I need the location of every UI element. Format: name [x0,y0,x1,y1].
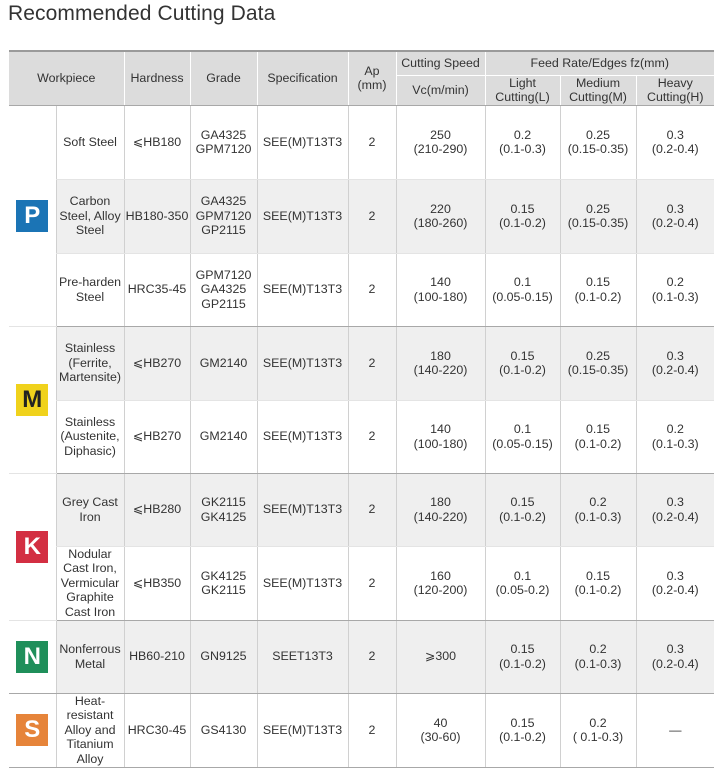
speed-cell-line: (100-180) [413,436,468,451]
hardness-cell: ⩽HB350 [124,546,190,620]
grade-cell-line: GK4125 [200,568,247,583]
workpiece-cell-line: Grey Cast [62,495,118,509]
grade-cell-line: GPM7120 [195,208,252,223]
spec-cell: SEE(M)T13T3 [257,400,348,473]
hardness-cell: HRC30-45 [124,693,190,767]
heavy-cell-line: 0.3 [666,127,684,142]
medium-cell [560,546,636,620]
workpiece-cell-line: Nodular [68,546,112,561]
light-cell-line: (0.1-0.2) [499,216,546,230]
workpiece-cell [56,473,124,546]
heavy-cell-line: (0.2-0.4) [651,142,699,156]
speed-cell [396,326,485,400]
medium-cell-line: (0.1-0.3) [574,509,622,524]
material-badge-k: K [16,531,48,563]
medium-cell-line: 0.15 [585,275,611,289]
table-row [9,620,714,693]
speed-cell-line: 180 [430,348,451,363]
material-badge-m: M [16,384,48,416]
grade-cell-line: GN9125 [200,649,247,664]
light-cell-line: (0.1-0.2) [499,656,546,671]
grade-cell-line: GM2140 [199,429,248,444]
workpiece-cell [56,253,124,326]
speed-cell-line: 40 [433,715,448,730]
spec-cell: SEE(M)T13T3 [257,253,348,326]
speed-cell [396,400,485,473]
spec-cell: SEE(M)T13T3 [257,179,348,253]
workpiece-cell-line: (Austenite, [60,429,120,444]
light-cell [485,253,560,326]
workpiece-cell-line: Soft Steel [63,134,117,149]
workpiece-cell [56,105,124,179]
table-row [9,473,714,546]
medium-cell-line: (0.15-0.35) [567,216,629,230]
heavy-cell-line: (0.2-0.4) [651,656,699,671]
heavy-cell-line: 0.3 [666,642,684,656]
heavy-cell-line: (0.2-0.4) [651,363,699,377]
medium-cell-line: 0.15 [585,422,611,436]
table-row [9,546,714,620]
hardness-cell: HB60-210 [124,620,190,693]
grade-cell-line: GP2115 [201,296,246,311]
light-cell-line: (0.1-0.2) [499,363,546,377]
heavy-cell [636,179,714,253]
header-heavy-line1: Heavy [657,75,693,90]
medium-cell-line: 0.2 [589,715,607,730]
light-cell-line: 0.15 [510,642,535,656]
table-header [9,51,714,105]
speed-cell-line: 160 [430,568,451,583]
spec-cell: SEET13T3 [257,620,348,693]
header-light-line1: Light [509,75,536,90]
medium-cell-line: ( 0.1-0.3) [572,730,624,744]
grade-cell [190,253,257,326]
page-title: Recommended Cutting Data [8,2,276,25]
workpiece-cell-line: Heat- [74,693,106,708]
medium-cell-line: 0.15 [585,568,611,583]
header-light-cutting [485,75,560,105]
light-cell-line: 0.1 [513,422,532,436]
hardness-cell: ⩽HB180 [124,105,190,179]
heavy-cell [636,400,714,473]
light-cell-line: 0.15 [510,715,535,730]
medium-cell-line: 0.2 [589,495,607,509]
medium-cell [560,620,636,693]
grade-cell-line: GP2115 [201,223,246,238]
light-cell-line: 0.1 [513,275,532,289]
ap-cell: 2 [348,693,396,767]
workpiece-cell-line: Cast Iron, [63,561,117,576]
light-cell [485,179,560,253]
light-cell [485,693,560,767]
workpiece-cell-line: Alloy and [64,722,116,737]
material-group-cell [9,326,56,473]
grade-cell [190,326,257,400]
speed-cell-line: 180 [430,495,451,509]
light-cell-line: (0.05-0.15) [492,436,553,451]
grade-cell-line: GK4125 [200,509,247,524]
ap-cell: 2 [348,400,396,473]
header-medium-line2: Cutting(M) [569,90,627,104]
hardness-cell: ⩽HB270 [124,400,190,473]
workpiece-cell [56,326,124,400]
medium-cell [560,473,636,546]
header-cutting-speed: Cutting Speed [396,51,485,75]
grade-cell [190,620,257,693]
heavy-cell-line: (0.1-0.3) [651,289,699,304]
speed-cell-line: 140 [430,275,451,289]
heavy-cell [636,105,714,179]
header-ap-label: Ap [364,63,380,78]
grade-cell-line: GS4130 [200,722,247,737]
material-group-cell [9,620,56,693]
medium-cell [560,326,636,400]
workpiece-cell-line: Stainless [64,341,116,356]
material-badge-s: S [16,714,48,746]
header-vc-unit: Vc(m/min) [396,75,485,105]
heavy-cell-line: (0.2-0.4) [651,216,699,230]
header-feed-rate: Feed Rate/Edges fz(mm) [485,51,714,75]
heavy-cell [636,253,714,326]
workpiece-cell-line: Steel, Alloy [59,208,121,223]
workpiece-cell-line: Titanium [66,737,114,752]
material-badge-n: N [16,641,48,673]
grade-cell-line: GPM7120 [195,267,252,282]
workpiece-cell-line: Diphasic) [64,443,116,458]
ap-cell: 2 [348,620,396,693]
grade-cell-line: GA4325 [200,127,247,142]
workpiece-cell-line: resistant [66,708,114,723]
medium-cell [560,105,636,179]
heavy-cell-line: (0.2-0.4) [651,583,699,597]
medium-cell-line: (0.1-0.3) [574,656,622,671]
header-ap [348,51,396,105]
workpiece-cell [56,693,124,767]
speed-cell [396,546,485,620]
header-workpiece: Workpiece [9,51,124,105]
heavy-cell-line: 0.2 [666,422,684,436]
spec-cell: SEE(M)T13T3 [257,105,348,179]
workpiece-cell-line: Vermicular [60,575,120,590]
workpiece-cell-line: Nonferrous [59,642,121,656]
workpiece-cell-line: Cast Iron [64,604,116,619]
medium-cell-line: (0.1-0.2) [574,289,622,304]
speed-cell-line: (140-220) [413,363,468,377]
workpiece-cell-line: Carbon [69,194,111,209]
heavy-cell-line: 0.3 [666,568,684,583]
light-cell [485,473,560,546]
heavy-cell-line: 0.3 [666,348,684,363]
workpiece-cell [56,620,124,693]
workpiece-cell-line: Pre-harden [59,275,121,289]
speed-cell-line: ⩾300 [424,649,457,664]
speed-cell-line: 140 [430,422,451,436]
workpiece-cell [56,179,124,253]
workpiece-cell-line: Metal [74,656,106,671]
light-cell [485,326,560,400]
light-cell-line: 0.1 [513,568,532,583]
speed-cell-line: 220 [430,201,451,216]
heavy-cell [636,693,714,767]
table-row [9,400,714,473]
speed-cell-line: (140-220) [413,509,468,524]
spec-cell: SEE(M)T13T3 [257,326,348,400]
light-cell-line: (0.1-0.3) [499,142,546,156]
speed-cell-line: 250 [430,127,451,142]
speed-cell [396,693,485,767]
hardness-cell: ⩽HB280 [124,473,190,546]
grade-cell-line: GA4325 [200,282,247,297]
workpiece-cell-line: (Ferrite, [68,355,112,370]
hardness-cell: HRC35-45 [124,253,190,326]
heavy-cell [636,326,714,400]
hardness-cell: HB180-350 [124,179,190,253]
header-medium-cutting [560,75,636,105]
medium-cell-line: 0.25 [585,201,611,216]
heavy-cell [636,546,714,620]
table-body [9,105,714,767]
workpiece-cell-line: Martensite) [59,370,121,385]
light-cell-line: (0.05-0.2) [495,583,550,597]
speed-cell-line: (180-260) [413,216,468,230]
ap-cell: 2 [348,253,396,326]
speed-cell-line: (120-200) [413,583,468,597]
header-ap-unit: (mm) [357,78,387,93]
grade-cell [190,473,257,546]
light-cell [485,400,560,473]
grade-cell [190,400,257,473]
table-row [9,253,714,326]
medium-cell-line: 0.2 [589,642,607,656]
heavy-cell-line: 0.3 [666,495,684,509]
header-hardness: Hardness [124,51,190,105]
speed-cell-line: (210-290) [413,142,468,156]
speed-cell [396,179,485,253]
light-cell-line: 0.15 [510,201,535,216]
medium-cell [560,693,636,767]
grade-cell-line: GM2140 [199,355,248,370]
table-row [9,693,714,767]
spec-cell: SEE(M)T13T3 [257,546,348,620]
light-cell [485,546,560,620]
grade-cell-line: GK2115 [201,495,246,509]
grade-cell-line: GK2115 [201,583,246,597]
speed-cell [396,253,485,326]
light-cell-line: 0.2 [513,127,532,142]
medium-cell-line: 0.25 [585,348,611,363]
ap-cell: 2 [348,179,396,253]
heavy-cell-line: 0.3 [666,201,684,216]
medium-cell-line: (0.1-0.2) [574,583,622,597]
light-cell-line: 0.15 [510,495,535,509]
light-cell-line: (0.1-0.2) [499,509,546,524]
heavy-cell [636,620,714,693]
light-cell [485,105,560,179]
grade-cell [190,105,257,179]
medium-cell-line: (0.1-0.2) [574,436,622,451]
workpiece-cell-line: Stainless [64,414,116,429]
ap-cell: 2 [348,326,396,400]
medium-cell [560,400,636,473]
light-cell [485,620,560,693]
workpiece-cell-line: Alloy [76,751,104,766]
grade-cell-line: GA4325 [200,194,247,209]
workpiece-cell-line: Iron [79,509,101,524]
header-specification: Specification [257,51,348,105]
ap-cell: 2 [348,546,396,620]
medium-cell-line: 0.25 [585,127,611,142]
ap-cell: 2 [348,105,396,179]
table-row [9,326,714,400]
speed-cell [396,473,485,546]
heavy-cell-line: (0.2-0.4) [651,509,699,524]
heavy-cell-line: 0.2 [666,275,684,289]
light-cell-line: 0.15 [510,348,535,363]
header-light-line2: Cutting(L) [495,90,550,104]
light-cell-line: (0.1-0.2) [499,730,546,744]
medium-cell [560,179,636,253]
medium-cell-line: (0.15-0.35) [567,363,629,377]
speed-cell-line: (30-60) [420,730,461,744]
table-row [9,105,714,179]
material-badge-p: P [16,200,48,232]
material-group-cell [9,693,56,767]
workpiece-cell [56,546,124,620]
material-group-cell [9,473,56,620]
medium-cell-line: (0.15-0.35) [567,142,629,156]
workpiece-cell [56,400,124,473]
grade-cell [190,546,257,620]
header-medium-line1: Medium [575,75,621,90]
medium-cell [560,253,636,326]
grade-cell-line: GPM7120 [195,142,252,156]
header-grade: Grade [190,51,257,105]
heavy-cell-line: — [669,722,682,737]
spec-cell: SEE(M)T13T3 [257,693,348,767]
table-row [9,179,714,253]
heavy-cell [636,473,714,546]
speed-cell [396,105,485,179]
workpiece-cell-line: Graphite [66,590,114,605]
light-cell-line: (0.05-0.15) [492,289,553,304]
speed-cell [396,620,485,693]
ap-cell: 2 [348,473,396,546]
spec-cell: SEE(M)T13T3 [257,473,348,546]
heavy-cell-line: (0.1-0.3) [651,436,699,451]
grade-cell [190,179,257,253]
header-heavy-line2: Cutting(H) [647,90,704,104]
hardness-cell: ⩽HB270 [124,326,190,400]
speed-cell-line: (100-180) [413,289,468,304]
material-group-cell [9,105,56,326]
workpiece-cell-line: Steel [75,223,105,238]
header-heavy-cutting [636,75,714,105]
grade-cell [190,693,257,767]
workpiece-cell-line: Steel [75,289,105,304]
cutting-data-table [9,50,714,768]
